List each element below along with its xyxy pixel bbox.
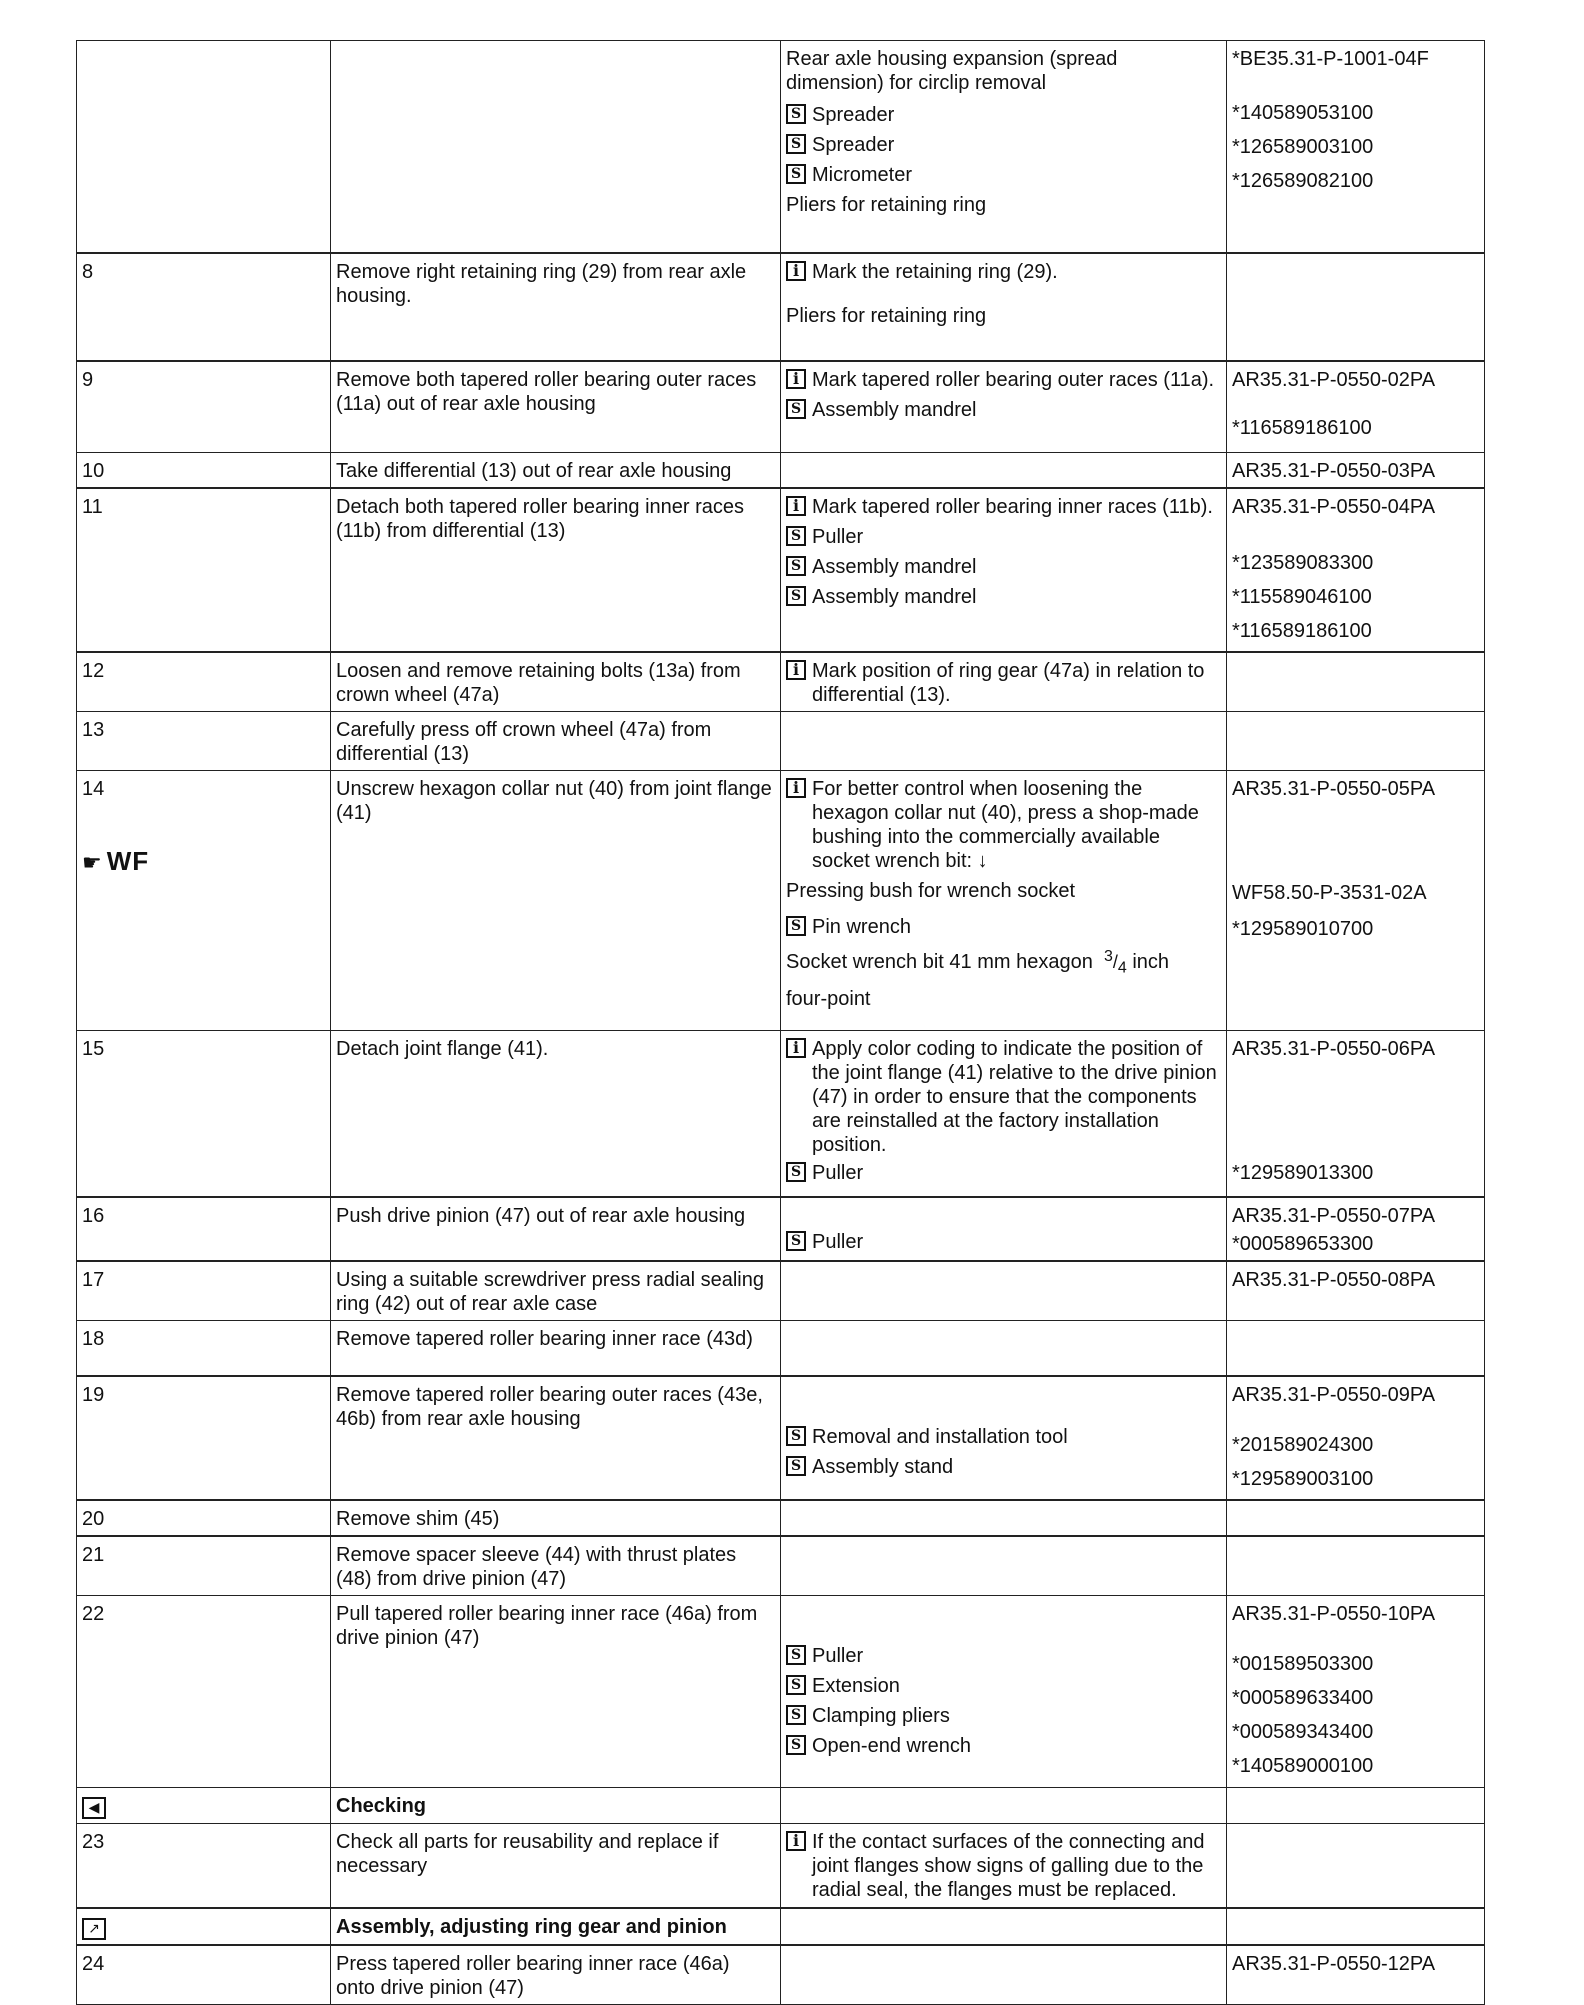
section-header-row — [77, 1908, 1485, 1945]
fraction-numerator: 3 — [1103, 948, 1113, 965]
table-row — [77, 1500, 1485, 1536]
info-icon: i — [786, 369, 806, 389]
tool-name: Puller — [812, 526, 864, 548]
part-number-cell — [1227, 488, 1485, 652]
step-number: 8 — [77, 253, 331, 361]
tool-name: Assembly mandrel — [812, 556, 977, 578]
step-notes-cell — [781, 1536, 1227, 1596]
table-row — [77, 1596, 1485, 1788]
part-number-cell — [1227, 41, 1485, 253]
tool-name: Pin wrench — [812, 916, 911, 938]
part-number: *140589000100 — [1232, 1755, 1374, 1777]
work-flow-marker-label: WF — [106, 846, 150, 876]
table-row — [77, 1536, 1485, 1596]
tool-name: Micrometer — [812, 164, 913, 186]
part-number: *115589046100 — [1232, 586, 1372, 608]
note-text: Mark tapered roller bearing outer races (11a). — [812, 368, 1215, 391]
step-description: Remove right retaining ring (29) from rear axle housing. — [331, 253, 781, 361]
part-number: AR35.31-P-0550-12PA — [1227, 1945, 1485, 2005]
tool-name: Puller — [812, 1162, 864, 1184]
note-text: Mark the retaining ring (29). — [812, 260, 1058, 283]
part-number-cell — [1227, 361, 1485, 453]
part-number-cell — [1227, 1031, 1485, 1197]
tool-name: Assembly stand — [812, 1456, 954, 1478]
step-description: Check all parts for reusability and replace if necessary — [331, 1824, 781, 1908]
step-description: Press tapered roller bearing inner race (46a) onto drive pinion (47) — [331, 1945, 781, 2005]
step-notes-cell — [781, 1376, 1227, 1500]
step-number: 9 — [77, 361, 331, 453]
step-description: Detach joint flange (41). — [331, 1031, 781, 1197]
fraction-unit: inch — [1132, 951, 1170, 973]
special-tool-icon: S — [786, 1705, 806, 1725]
step-description: Detach both tapered roller bearing inner races (11b) from differential (13) — [331, 488, 781, 652]
tool-name: Extension — [812, 1675, 900, 1697]
step-description: Push drive pinion (47) out of rear axle housing — [331, 1197, 781, 1261]
tool-name: Pressing bush for wrench socket — [786, 880, 1076, 902]
step-notes-cell — [781, 712, 1227, 771]
assembly-icon: ↗ — [82, 1918, 106, 1940]
step-number: 20 — [77, 1500, 331, 1536]
tool-name: Puller — [812, 1645, 864, 1667]
part-number: *126589003100 — [1232, 136, 1374, 158]
tool-name: Removal and installation tool — [812, 1426, 1068, 1448]
tool-name: Spreader — [812, 104, 895, 126]
section-title: Checking — [331, 1788, 781, 1824]
step-number: 15 — [77, 1031, 331, 1197]
step-description: Pull tapered roller bearing inner race (46a) from drive pinion (47) — [331, 1596, 781, 1788]
info-icon: i — [786, 1831, 806, 1851]
table-row — [77, 1376, 1485, 1500]
step-notes-cell — [781, 771, 1227, 1031]
part-number-cell — [1227, 652, 1485, 712]
part-number-cell — [1227, 253, 1485, 361]
step-number: 23 — [77, 1824, 331, 1908]
info-icon: i — [786, 778, 806, 798]
step-number: 21 — [77, 1536, 331, 1596]
step-notes-cell — [781, 1908, 1227, 1945]
special-tool-icon: S — [786, 916, 806, 936]
note-text: Apply color coding to indicate the position of the joint flange (41) relative to the drive pinion (47) in order to ensure that the components are reinstalled at the factory installation position. — [812, 1038, 1217, 1156]
part-number-cell — [1227, 1824, 1485, 1908]
step-description-cell — [331, 41, 781, 253]
tool-name: Socket wrench bit 41 mm hexagon — [786, 951, 1093, 973]
tool-name: Pliers for retaining ring — [786, 194, 987, 216]
part-number: AR35.31-P-0550-02PA — [1232, 368, 1436, 391]
section-title: Assembly, adjusting ring gear and pinion — [331, 1908, 781, 1945]
step-notes-cell — [781, 1031, 1227, 1197]
part-number: *000589343400 — [1232, 1721, 1374, 1743]
step-number: 14 — [82, 778, 105, 800]
step-notes-cell — [781, 41, 1227, 253]
special-tool-icon: S — [786, 1162, 806, 1182]
fraction: $^3/_4$ — [1103, 948, 1127, 977]
part-number: *000589633400 — [1232, 1687, 1374, 1709]
table-row — [77, 712, 1485, 771]
section-header-row — [77, 1788, 1485, 1824]
table-row — [77, 1031, 1485, 1197]
info-icon: i — [786, 660, 806, 680]
special-tool-icon: S — [786, 134, 806, 154]
special-tool-icon: S — [786, 399, 806, 419]
procedure-table — [76, 40, 1485, 2005]
step-description: Using a suitable screwdriver press radial sealing ring (42) out of rear axle case — [331, 1261, 781, 1321]
step-number: 24 — [77, 1945, 331, 2005]
table-row — [77, 253, 1485, 361]
step-description: Remove shim (45) — [331, 1500, 781, 1536]
step-number-cell — [77, 41, 331, 253]
repair-procedure-document — [76, 40, 1484, 2005]
section-icon-cell — [77, 1908, 331, 1945]
tool-name: Pliers for retaining ring — [786, 304, 987, 327]
part-number: AR35.31-P-0550-04PA — [1232, 496, 1436, 518]
step-notes-cell — [781, 652, 1227, 712]
part-number: *140589053100 — [1232, 102, 1374, 124]
tool-name: Open-end wrench — [812, 1735, 971, 1757]
special-tool-icon: S — [786, 164, 806, 184]
work-flow-marker — [82, 846, 324, 876]
special-tool-icon: S — [786, 526, 806, 546]
part-number: *000589653300 — [1232, 1232, 1374, 1255]
special-tool-icon: S — [786, 556, 806, 576]
table-row — [77, 1824, 1485, 1908]
part-number: AR35.31-P-0550-06PA — [1232, 1038, 1436, 1060]
part-number-cell — [1227, 1376, 1485, 1500]
part-number: *129589013300 — [1232, 1162, 1374, 1184]
step-description: Loosen and remove retaining bolts (13a) from crown wheel (47a) — [331, 652, 781, 712]
part-number-cell — [1227, 771, 1485, 1031]
step-number: 11 — [77, 488, 331, 652]
note-text: For better control when loosening the hexagon collar nut (40), press a shop-made bushing into the commercially available socket wrench bit: ↓ — [812, 778, 1199, 872]
step-number-cell — [77, 771, 331, 1031]
step-notes-cell — [781, 361, 1227, 453]
note-text: Mark position of ring gear (47a) in relation to differential (13). — [812, 660, 1205, 706]
step-number: 18 — [77, 1320, 331, 1376]
table-row — [77, 652, 1485, 712]
checking-icon: ◀ — [82, 1797, 106, 1819]
table-row — [77, 1197, 1485, 1261]
part-number: *123589083300 — [1232, 552, 1374, 574]
info-icon: i — [786, 1038, 806, 1058]
table-row — [77, 361, 1485, 453]
step-notes-cell — [781, 453, 1227, 489]
pointing-hand-icon: ☛ — [82, 851, 103, 876]
table-row — [77, 453, 1485, 489]
part-number-cell — [1227, 1908, 1485, 1945]
tool-name: Assembly mandrel — [812, 586, 977, 608]
part-number: *116589186100 — [1232, 620, 1372, 642]
step-number: 16 — [77, 1197, 331, 1261]
part-number-cell — [1227, 1320, 1485, 1376]
special-tool-icon: S — [786, 104, 806, 124]
step-number: 17 — [77, 1261, 331, 1321]
note-text: Mark tapered roller bearing inner races (11b). — [812, 496, 1213, 518]
table-row — [77, 488, 1485, 652]
step-notes-cell — [781, 1824, 1227, 1908]
tool-name: Clamping pliers — [812, 1705, 950, 1727]
step-number: 10 — [77, 453, 331, 489]
part-number: AR35.31-P-0550-09PA — [1232, 1384, 1436, 1406]
step-number: 12 — [77, 652, 331, 712]
part-number: *126589082100 — [1232, 170, 1374, 192]
step-number: 19 — [77, 1376, 331, 1500]
part-number: *201589024300 — [1232, 1434, 1374, 1456]
note-text: If the contact surfaces of the connecting and joint flanges show signs of galling due to the radial seal, the flanges must be replaced. — [812, 1831, 1205, 1901]
special-tool-icon: S — [786, 1645, 806, 1665]
part-number-cell — [1227, 1596, 1485, 1788]
part-number-cell — [1227, 712, 1485, 771]
step-number: 22 — [77, 1596, 331, 1788]
part-number: AR35.31-P-0550-07PA — [1232, 1204, 1436, 1227]
part-number-cell — [1227, 1197, 1485, 1261]
step-notes-cell — [781, 1320, 1227, 1376]
tool-name: Spreader — [812, 134, 895, 156]
tool-name: Assembly mandrel — [812, 398, 977, 421]
step-description: Carefully press off crown wheel (47a) from differential (13) — [331, 712, 781, 771]
table-row — [77, 771, 1485, 1031]
step-notes-cell — [781, 488, 1227, 652]
step-notes-cell — [781, 253, 1227, 361]
tool-name: Puller — [812, 1230, 864, 1253]
step-description: Remove spacer sleeve (44) with thrust plates (48) from drive pinion (47) — [331, 1536, 781, 1596]
table-row — [77, 1261, 1485, 1321]
step-notes-cell — [781, 1261, 1227, 1321]
tool-name: four-point — [786, 987, 871, 1010]
part-number: AR35.31-P-0550-08PA — [1227, 1261, 1485, 1321]
info-icon: i — [786, 261, 806, 281]
step-description: Unscrew hexagon collar nut (40) from joint flange (41) — [331, 771, 781, 1031]
part-number: AR35.31-P-0550-03PA — [1227, 453, 1485, 489]
special-tool-icon: S — [786, 1456, 806, 1476]
step-notes-cell — [781, 1788, 1227, 1824]
part-number: *129589003100 — [1232, 1468, 1374, 1490]
step-notes-cell — [781, 1197, 1227, 1261]
part-number-cell — [1227, 1788, 1485, 1824]
step-number: 13 — [77, 712, 331, 771]
fraction-denominator: 4 — [1117, 959, 1127, 977]
step-notes-cell — [781, 1945, 1227, 2005]
special-tool-icon: S — [786, 1426, 806, 1446]
step-notes-cell — [781, 1596, 1227, 1788]
special-tool-icon: S — [786, 1675, 806, 1695]
step-description: Remove tapered roller bearing outer races (43e, 46b) from rear axle housing — [331, 1376, 781, 1500]
part-number: *001589503300 — [1232, 1653, 1374, 1675]
part-number-cell — [1227, 1536, 1485, 1596]
special-tool-icon: S — [786, 1735, 806, 1755]
part-number: *116589186100 — [1232, 416, 1372, 439]
section-icon-cell — [77, 1788, 331, 1824]
special-tool-icon: S — [786, 586, 806, 606]
info-icon: i — [786, 496, 806, 516]
part-number: AR35.31-P-0550-05PA — [1232, 778, 1436, 800]
table-row — [77, 1945, 1485, 2005]
table-row — [77, 1320, 1485, 1376]
step-description: Remove both tapered roller bearing outer races (11a) out of rear axle housing — [331, 361, 781, 453]
part-number: *BE35.31-P-1001-04F — [1232, 48, 1429, 70]
special-tool-icon: S — [786, 1231, 806, 1251]
part-number: *129589010700 — [1232, 918, 1374, 940]
part-number: AR35.31-P-0550-10PA — [1232, 1603, 1436, 1625]
step-notes-cell — [781, 1500, 1227, 1536]
part-number: WF58.50-P-3531-02A — [1232, 882, 1427, 904]
step-description: Take differential (13) out of rear axle housing — [331, 453, 781, 489]
note-text: Rear axle housing expansion (spread dimension) for circlip removal — [786, 48, 1118, 94]
step-description: Remove tapered roller bearing inner race (43d) — [331, 1320, 781, 1376]
part-number-cell — [1227, 1500, 1485, 1536]
table-row — [77, 41, 1485, 253]
